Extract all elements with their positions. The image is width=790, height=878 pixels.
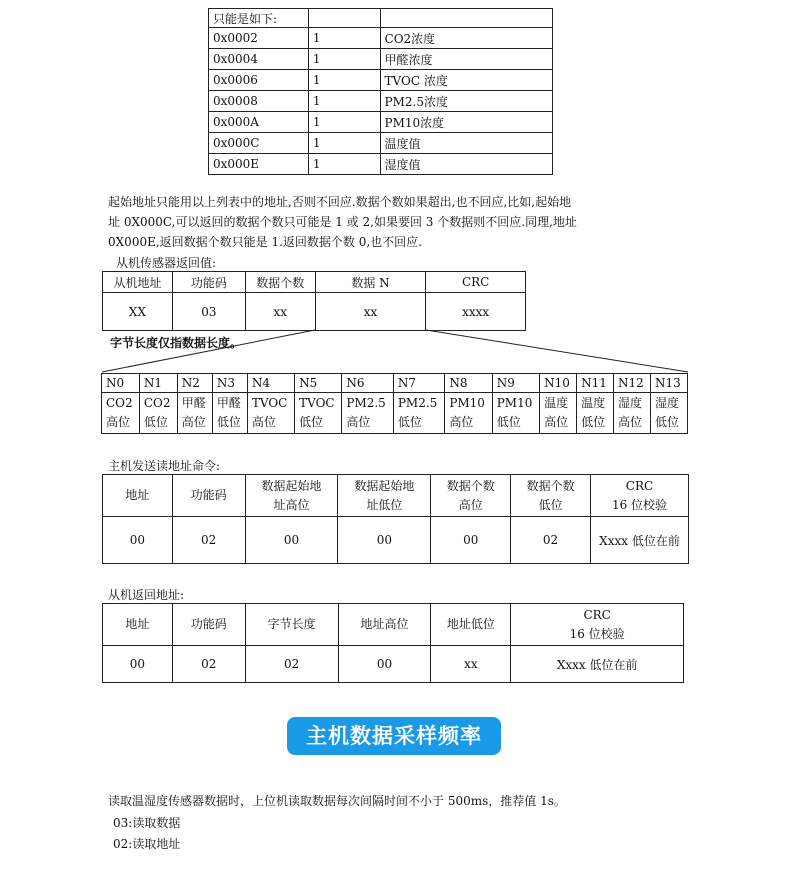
n-header-cell: N10 <box>540 374 577 393</box>
n-value-line2: 高位 <box>346 415 371 429</box>
slave-addr-table <box>102 603 684 683</box>
n-value-line1: 湿度 <box>654 396 679 410</box>
n-value-cell <box>540 393 577 434</box>
n-value-line1: TVOC <box>299 396 335 410</box>
sampling-frequency-banner: 主机数据采样频率 <box>287 717 501 755</box>
host-read-table <box>102 474 689 564</box>
header-cell: 数据个数 <box>245 272 315 293</box>
slave-addr-header-cell <box>172 604 245 646</box>
name-cell: PM10浓度 <box>380 112 552 133</box>
value-cell: 03 <box>172 293 245 331</box>
host-read-header-cell-line: CRC <box>625 478 654 493</box>
slave-addr-header-cell <box>245 604 338 646</box>
n-value-cell <box>295 393 342 434</box>
address-cell: 0x000E <box>209 154 309 175</box>
slave-addr-value-cell: 00 <box>338 646 431 683</box>
n-value-line1: 湿度 <box>618 396 643 410</box>
n-header-cell: N5 <box>295 374 342 393</box>
n-value-line1: 温度 <box>544 396 569 410</box>
slave-addr-header-cell-line: 16 位校验 <box>569 626 625 641</box>
n-value-line2: 高位 <box>618 415 643 429</box>
header-cell: 数据 N <box>315 272 426 293</box>
count-cell: 1 <box>308 112 380 133</box>
footer-line-1: 读取温湿度传感器数据时，上位机读取数据每次间隔时间不小于 500ms，推荐值 1s。 <box>108 794 566 808</box>
n-header-cell: N0 <box>102 374 140 393</box>
host-read-header-cell-line: 址低位 <box>366 497 403 512</box>
n-value-line2: 高位 <box>449 415 474 429</box>
count-cell: 1 <box>308 70 380 91</box>
address-cell: 0x000C <box>209 133 309 154</box>
host-read-value-cell: Xxxx 低位在前 <box>591 517 689 564</box>
host-read-header-cell-line: 址高位 <box>273 497 310 512</box>
address-table-header: 只能是如下: <box>209 9 309 28</box>
host-read-value-cell: 00 <box>245 517 338 564</box>
address-cell: 0x0004 <box>209 49 309 70</box>
host-read-value-cell: 00 <box>338 517 431 564</box>
slave-addr-value-cell: 02 <box>172 646 245 683</box>
footer-line-3: 02:读取地址 <box>113 837 181 851</box>
slave-addr-title: 从机返回地址: <box>108 588 185 602</box>
n-value-line2: 低位 <box>654 415 679 429</box>
host-read-header-cell-line: 数据起始地 <box>354 478 415 493</box>
slave-addr-header-cell-line: CRC <box>583 607 611 622</box>
header-cell: CRC <box>426 272 526 293</box>
n-value-cell <box>614 393 651 434</box>
n-header-cell: N11 <box>577 374 614 393</box>
n-value-line1: TVOC <box>251 396 288 410</box>
host-read-title: 主机发送读地址命令: <box>108 459 221 473</box>
n-value-line2: 低位 <box>299 415 324 429</box>
host-read-header-cell <box>172 475 245 517</box>
name-cell: CO2浓度 <box>380 28 552 49</box>
name-cell: PM2.5浓度 <box>380 91 552 112</box>
host-read-value-cell: 00 <box>431 517 511 564</box>
slave-addr-value-cell: 02 <box>245 646 338 683</box>
n-value-line2: 高位 <box>106 415 131 429</box>
n-value-line2: 高位 <box>181 415 206 429</box>
value-cell: xx <box>315 293 426 331</box>
n-value-line1: 甲醛 <box>181 396 206 410</box>
n-value-cell <box>212 393 247 434</box>
n-value-line2: 低位 <box>216 415 241 429</box>
host-read-header-cell-line: 高位 <box>458 497 483 512</box>
n-value-line1: PM2.5 <box>397 396 438 410</box>
host-read-header-cell <box>245 475 338 517</box>
host-read-header-cell-line: 数据个数 <box>446 478 495 493</box>
count-cell: 1 <box>308 91 380 112</box>
value-cell: xxxx <box>426 293 526 331</box>
name-cell: 甲醛浓度 <box>380 49 552 70</box>
n-header-cell: N12 <box>614 374 651 393</box>
slave-addr-header-cell-line: 功能码 <box>190 617 227 631</box>
host-read-header-cell <box>338 475 431 517</box>
value-cell: XX <box>103 293 173 331</box>
host-read-value-cell: 02 <box>172 517 245 564</box>
paragraph-line-3: 0X000E,返回数据个数只能是 1.返回数据个数 0,也不回应. <box>108 235 422 249</box>
n-value-line2: 高位 <box>251 415 276 429</box>
address-cell: 0x000A <box>209 112 309 133</box>
n-table <box>101 373 688 434</box>
count-cell: 1 <box>308 28 380 49</box>
n-value-cell <box>139 393 177 434</box>
n-value-line2: 高位 <box>544 415 569 429</box>
n-header-cell: N6 <box>342 374 393 393</box>
slave-return-title: 从机传感器返回值: <box>116 256 217 270</box>
slave-addr-header-cell <box>103 604 173 646</box>
n-value-line1: PM10 <box>496 396 533 410</box>
n-value-cell <box>247 393 294 434</box>
count-cell: 1 <box>308 154 380 175</box>
slave-addr-header-cell-line: 地址低位 <box>446 617 495 631</box>
address-cell: 0x0006 <box>209 70 309 91</box>
slave-addr-header-cell-line: 地址 <box>125 617 150 631</box>
n-value-line1: CO2 <box>143 396 171 410</box>
slave-addr-header-cell <box>338 604 431 646</box>
n-value-line2: 低位 <box>397 415 422 429</box>
n-value-cell <box>177 393 212 434</box>
n-header-cell: N8 <box>445 374 492 393</box>
count-cell: 1 <box>308 133 380 154</box>
n-header-cell: N13 <box>650 374 687 393</box>
slave-addr-header-cell-line: 地址高位 <box>360 617 409 631</box>
n-value-line1: PM10 <box>449 396 485 410</box>
paragraph-line-1: 起始地址只能用以上列表中的地址,否则不回应.数据个数如果超出,也不回应,比如,起始地 <box>108 195 572 209</box>
n-value-line2: 低位 <box>496 415 521 429</box>
n-header-cell: N9 <box>492 374 539 393</box>
slave-addr-header-cell <box>511 604 684 646</box>
n-value-line1: PM2.5 <box>346 396 386 410</box>
expansion-lines <box>0 0 790 380</box>
value-cell: xx <box>245 293 315 331</box>
host-read-header-cell-line: 低位 <box>538 497 563 512</box>
n-value-line1: 温度 <box>581 396 606 410</box>
name-cell: 湿度值 <box>380 154 552 175</box>
footer-line-2: 03:读取数据 <box>113 816 181 830</box>
n-header-cell: N4 <box>247 374 294 393</box>
n-value-cell <box>393 393 444 434</box>
header-cell: 从机地址 <box>103 272 173 293</box>
count-cell: 1 <box>308 49 380 70</box>
header-cell: 功能码 <box>172 272 245 293</box>
name-cell: TVOC 浓度 <box>380 70 552 91</box>
n-value-line1: CO2 <box>106 396 133 410</box>
host-read-value-cell: 02 <box>511 517 591 564</box>
n-header-cell: N7 <box>393 374 444 393</box>
byte-length-note: 字节长度仅指数据长度。 <box>110 336 243 350</box>
n-value-cell <box>342 393 393 434</box>
name-cell: 温度值 <box>380 133 552 154</box>
n-header-cell: N1 <box>139 374 177 393</box>
n-header-cell: N2 <box>177 374 212 393</box>
host-read-header-cell-line: 16 位校验 <box>611 497 668 512</box>
n-value-line1: 甲醛 <box>216 396 241 410</box>
slave-addr-value-cell: xx <box>431 646 511 683</box>
host-read-header-cell <box>511 475 591 517</box>
host-read-value-cell: 00 <box>103 517 173 564</box>
host-read-header-cell-line: 功能码 <box>190 488 227 502</box>
n-value-cell <box>492 393 539 434</box>
address-cell: 0x0008 <box>209 91 309 112</box>
n-header-cell: N3 <box>212 374 247 393</box>
host-read-header-cell <box>431 475 511 517</box>
n-value-cell <box>102 393 140 434</box>
n-value-cell <box>577 393 614 434</box>
n-value-line2: 低位 <box>143 415 168 429</box>
address-cell: 0x0002 <box>209 28 309 49</box>
host-read-header-cell-line: 数据个数 <box>526 478 575 493</box>
slave-addr-value-cell: 00 <box>103 646 173 683</box>
slave-addr-value-cell: Xxxx 低位在前 <box>511 646 684 683</box>
n-value-line2: 低位 <box>581 415 606 429</box>
slave-addr-header-cell <box>431 604 511 646</box>
n-value-cell <box>445 393 492 434</box>
slave-addr-header-cell-line: 字节长度 <box>267 617 316 631</box>
host-read-header-cell <box>103 475 173 517</box>
n-value-cell <box>650 393 687 434</box>
host-read-header-cell <box>591 475 689 517</box>
host-read-header-cell-line: 数据起始地 <box>261 478 322 493</box>
paragraph-line-2: 址 0X000C,可以返回的数据个数只可能是 1 或 2,如果要回 3 个数据则不回应.同理,地址 <box>108 215 577 229</box>
host-read-header-cell-line: 地址 <box>125 488 150 502</box>
